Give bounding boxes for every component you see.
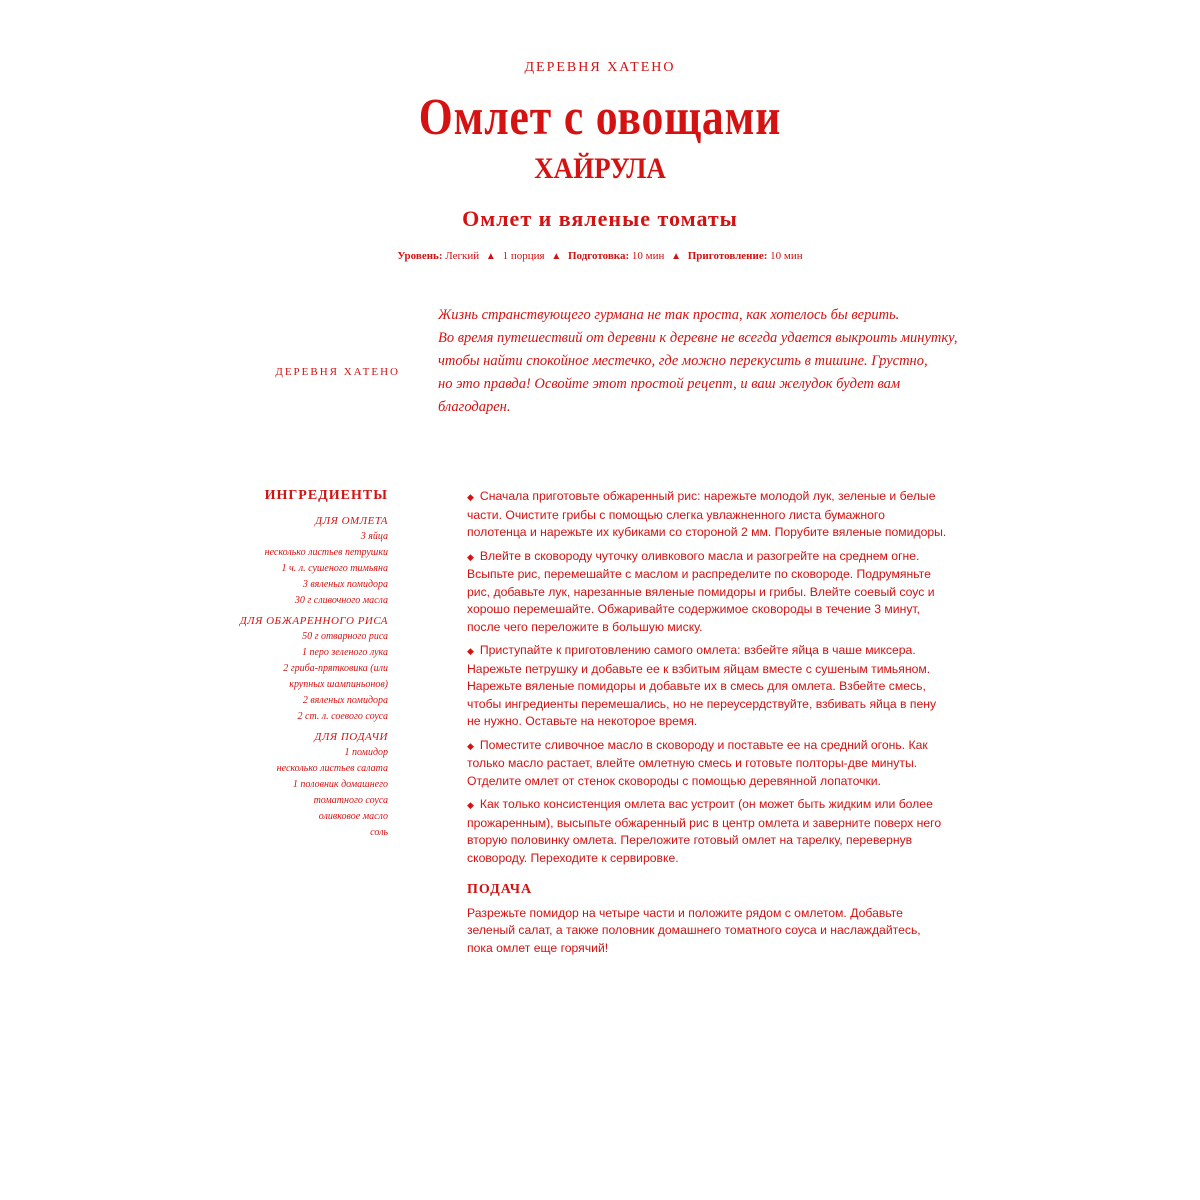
- ingredient-item: соль: [370, 827, 388, 838]
- step-text: Влейте в сковороду чуточку оливкового масла и разогрейте на среднем огне. Всыпьте рис, перемешайте с маслом и распределите по сковороде. Подрумяньте рис, добавьте лук, нарезанные вяленые помидоры и грибы. Влейте соевый соус и хорошо перемешайте. Обжаривайте содержимое сковороды в течение 3 минут, после чего переложите в большую миску.: [467, 548, 935, 634]
- recipe-tagline: Омлет и вяленые томаты: [462, 206, 738, 231]
- ingredient-item: 30 г сливочного масла: [294, 595, 388, 606]
- cook-value: 10 мин: [770, 250, 803, 262]
- ingredient-item: 2 ст. л. соевого соуса: [297, 711, 388, 722]
- recipe-title: Омлет с овощами: [418, 89, 782, 146]
- triangle-icon: ▲: [551, 251, 562, 262]
- quote-line: но это правда! Освойте этот простой рецепт, и ваш желудок будет вам: [438, 376, 901, 392]
- prep-value: 10 мин: [631, 250, 665, 262]
- diamond-bullet-icon: ◆: [467, 646, 474, 656]
- side-village-label: ДЕРЕВНЯ ХАТЕНО: [275, 366, 400, 378]
- step-text: Сначала приготовьте обжаренный рис: нарежьте молодой лук, зеленые и белые части. Очистите грибы с помощью слегка увлажненного листа бумажного полотенца и нарежьте их кубиками со стороной 2 мм. Порубите вяленые помидоры.: [467, 489, 947, 539]
- ingredient-item: 2 вяленых помидора: [302, 695, 388, 706]
- step-text: Поместите сливочное масло в сковороду и поставьте ее на средний огонь. Как только масло растает, влейте омлетную смесь и готовьте полторы-две минуты. Отделите омлет от стенок сковороды с помощью деревянной лопаточки.: [467, 737, 928, 788]
- step-paragraph: [467, 548, 947, 637]
- ingredient-item: 1 перо зеленого лука: [301, 647, 388, 658]
- prep-label: Подготовка:: [567, 250, 630, 262]
- quote-line: чтобы найти спокойное местечко, где можно перекусить в тишине. Грустно,: [438, 353, 928, 369]
- serving-text: Разрежьте помидор на четыре части и положите рядом с омлетом. Добавьте зеленый салат, а также половник домашнего томатного соуса и наслаждайтесь, пока омлет еще горячий!: [467, 905, 921, 955]
- recipe-subtitle: ХАЙРУЛА: [534, 152, 666, 185]
- quote-line: Жизнь странствующего гурмана не так проста, как хотелось бы верить.: [438, 307, 900, 323]
- quote-line: благодарен.: [438, 399, 511, 415]
- step-text: Как только консистенция омлета вас устроит (он может быть жидким или более прожаренным), высыпьте обжаренный рис в центр омлета и заверните поверх него вторую половинку омлета. Переложите готовый омлет на тарелку, перевернув сковороду. Переходите к сервировке.: [467, 797, 942, 865]
- cook-label: Приготовление:: [687, 250, 768, 262]
- quote-line: Во время путешествий от деревни к деревне не всегда удается выкроить минутку,: [438, 330, 958, 346]
- portions-value: 1 порция: [502, 250, 545, 262]
- triangle-icon: ▲: [671, 251, 681, 262]
- ingredient-item: 3 яйца: [360, 531, 388, 542]
- ingredient-group-title: ДЛЯ ПОДАЧИ: [314, 731, 388, 743]
- diamond-bullet-icon: ◆: [467, 551, 474, 562]
- step-text: Приступайте к приготовлению самого омлета: взбейте яйца в чаше миксера. Нарежьте петрушку и добавьте ее к взбитым яйцам вместе с сушеным тимьяном. Нарежьте вяленые помидоры и добавьте их в смесь для омлета. Взбейте смесь, чтобы ингредиенты перемешались, но не переусердствуйте, взбивать яйца в пену не нужно. Оставьте на некоторое время.: [467, 643, 937, 728]
- ingredient-item: несколько листьев салата: [276, 763, 388, 774]
- level-value: Легкий: [445, 250, 480, 262]
- ingredient-item: томатного соуса: [313, 795, 388, 806]
- step-paragraph: [467, 796, 947, 867]
- diamond-bullet-icon: ◆: [467, 740, 474, 751]
- recipe-meta: [0, 250, 1200, 262]
- ingredient-item: крупных шампиньонов): [289, 679, 388, 690]
- level-label: Уровень:: [397, 250, 443, 262]
- ingredient-item: 1 ч. л. сушеного тимьяна: [281, 563, 388, 574]
- ingredient-item: 1 половник домашнего: [292, 779, 388, 790]
- step-paragraph: [467, 737, 947, 791]
- triangle-icon: ▲: [485, 251, 496, 262]
- diamond-bullet-icon: ◆: [467, 800, 474, 810]
- intro-quote: [438, 304, 958, 419]
- ingredient-item: оливковое масло: [318, 811, 388, 822]
- ingredients-list: [200, 487, 388, 841]
- recipe-steps: [467, 488, 947, 963]
- diamond-bullet-icon: ◆: [467, 492, 474, 502]
- ingredient-item: 50 г отварного риса: [302, 631, 388, 642]
- ingredient-item: несколько листьев петрушки: [264, 547, 388, 558]
- ingredient-item: 2 гриба-прятковика (или: [283, 663, 388, 674]
- ingredient-item: 3 вяленых помидора: [302, 579, 388, 590]
- ingredients-heading: ИНГРЕДИЕНТЫ: [264, 488, 388, 503]
- ingredient-group-title: ДЛЯ ОБЖАРЕННОГО РИСА: [239, 615, 388, 627]
- ingredient-group-title: ДЛЯ ОМЛЕТА: [315, 515, 388, 527]
- ingredient-item: 1 помидор: [344, 747, 388, 758]
- step-paragraph: [467, 642, 947, 731]
- serving-heading: ПОДАЧА: [467, 882, 533, 897]
- village-label: ДЕРЕВНЯ ХАТЕНО: [524, 60, 676, 75]
- step-paragraph: [467, 488, 947, 542]
